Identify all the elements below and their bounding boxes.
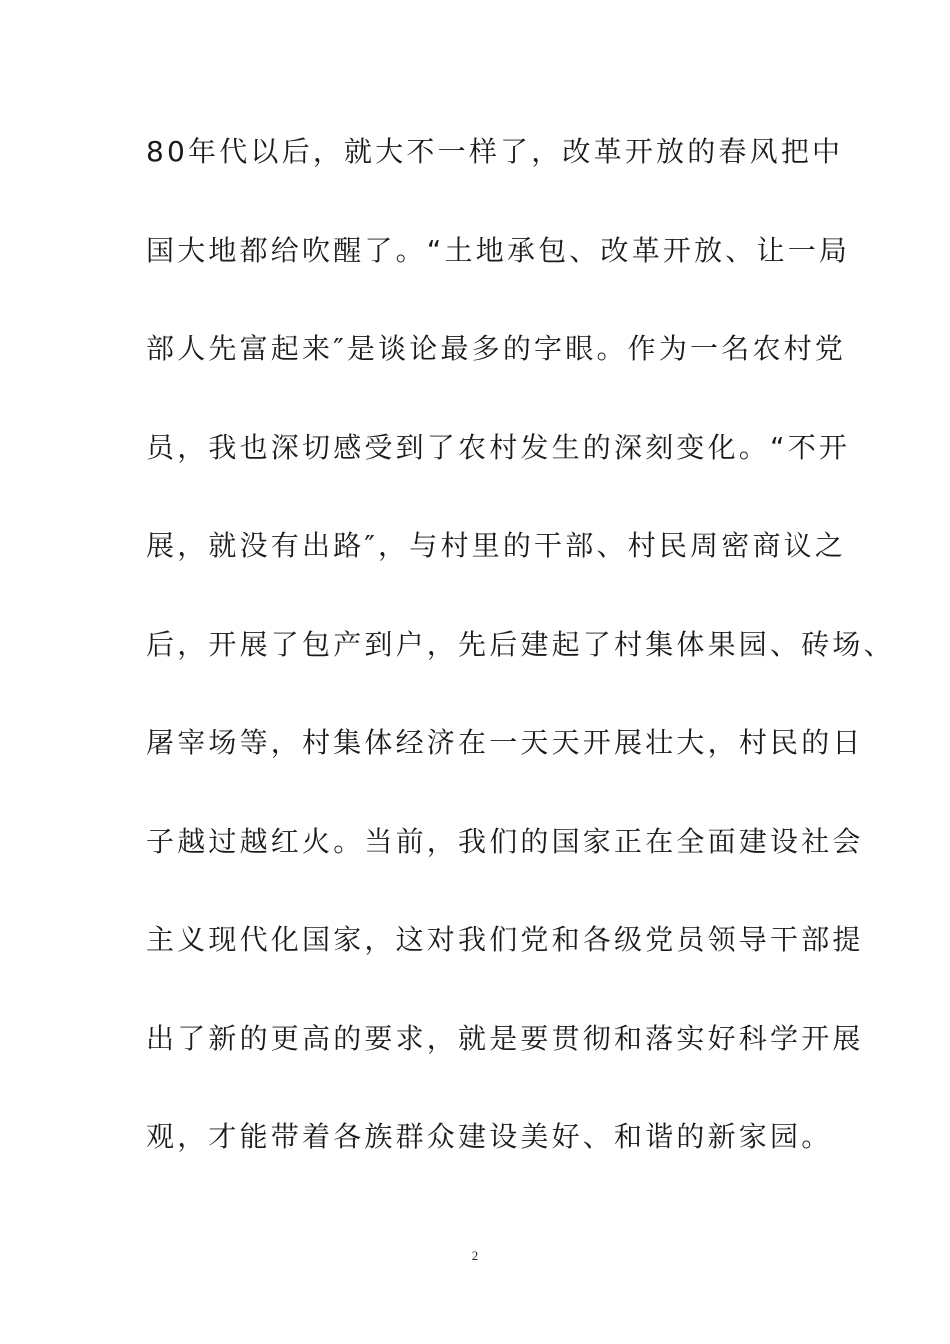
text-line: 子越过越红火。当前，我们的国家正在全面建设社会 [146, 824, 864, 858]
text-line: 部人先富起来″是谈论最多的字眼。作为一名农村党 [146, 332, 847, 365]
text-line: 主义现代化国家，这对我们党和各级党员领导干部提 [146, 923, 864, 956]
text-line: 屠宰场等，村集体经济在一天天开展壮大，村民的日 [146, 726, 864, 759]
text-line: 后，开展了包产到户，先后建起了村集体果园、砖场、 [146, 627, 895, 661]
text-line: 展，就没有出路″，与村里的干部、村民周密商议之 [146, 529, 847, 562]
text-line: 出了新的更高的要求，就是要贯彻和落实好科学开展 [146, 1021, 864, 1055]
text-line: 观，才能带着各族群众建设美好、和谐的新家园。 [146, 1120, 833, 1153]
text-line: 国大地都给吹醒了。“土地承包、改革开放、让一局 [146, 233, 851, 267]
text-line: 80年代以后，就大不一样了，改革开放的春风把中 [146, 135, 844, 168]
body-paragraph [146, 130, 895, 1214]
text-line: 员，我也深切感受到了农村发生的深刻变化。“不开 [146, 430, 851, 464]
page-number: 2 [471, 1248, 479, 1263]
